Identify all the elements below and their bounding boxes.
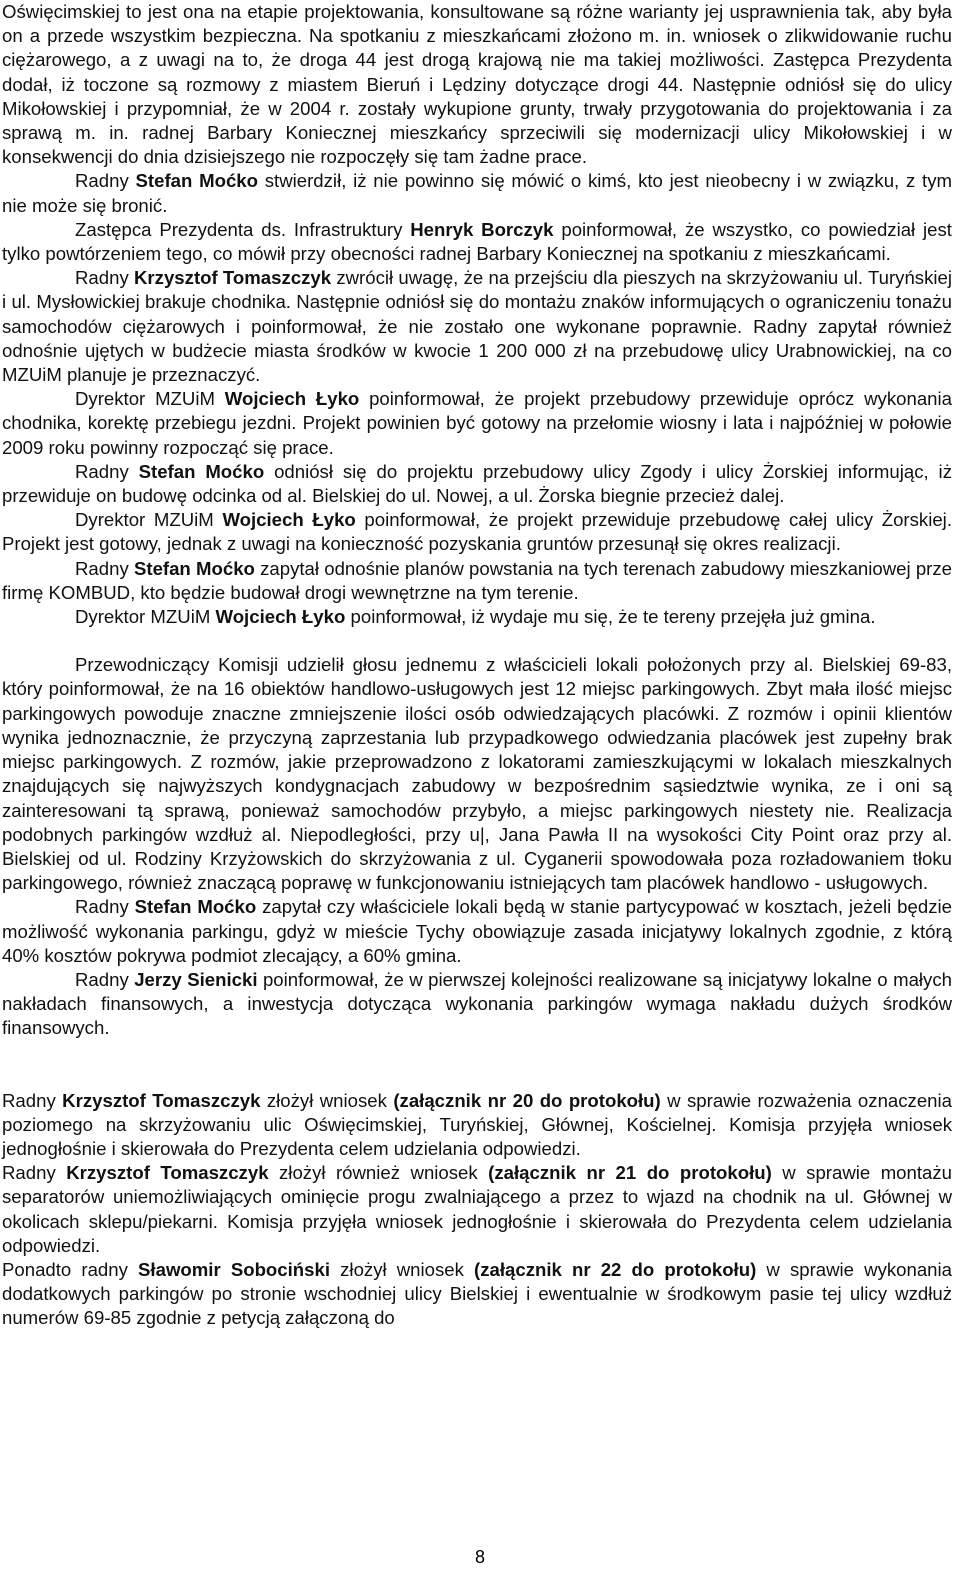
text-run: poinformował, że wszystko, co powiedział jest tylko powtórzeniem tego, co mówił przy obecności radnej Barbary Koniecznej na spotkaniu z mieszkańcami. xyxy=(2,218,952,265)
paragraph xyxy=(2,1161,952,1258)
paragraph xyxy=(2,387,952,460)
bold-text: Jerzy Sienicki xyxy=(134,968,258,990)
bold-text: Stefan Moćko xyxy=(135,170,258,192)
document-body xyxy=(2,0,952,1331)
text-run: poinformował, że projekt przebudowy przewiduje oprócz wykonania chodnika, korektę przebiegu jezdni. Projekt powinien być gotowy na przełomie wiosny i lata i najpóźniej w połowie 2009 roku powinny rozpocząć się prace. xyxy=(2,388,952,458)
text-run: poinformował, że projekt przewiduje przebudowę całej ulicy Żorskiej. Projekt jest gotowy, jednak z uwagi na konieczność pozyskania gruntów przesunął się okres realizacji. xyxy=(2,509,952,555)
paragraph xyxy=(2,266,952,387)
text-run: Radny xyxy=(75,557,134,579)
text-run: zapytał czy właściciele lokali będą w stanie partycypować w kosztach, jeżeli będzie możliwość wykonania parkingu, gdyż w mieście Tychy obowiązuje zasada inicjatywy lokalnych zgodnie, z którą 40% kosztów pokrywa podmiot zlecający, a 60% gmina. xyxy=(2,896,952,966)
text-run: Radny xyxy=(75,170,136,192)
bold-text: Krzysztof Tomaszczyk xyxy=(134,267,332,289)
text-run: Radny xyxy=(75,460,139,482)
bold-text: Wojciech Łyko xyxy=(215,606,346,628)
text-run: Dyrektor MZUiM xyxy=(75,509,223,531)
text-run: Przewodniczący Komisji udzielił głosu jednemu z właścicieli lokali położonych przy al. Bielskiej 69-83, który poinformował, że na 16 obiektów handlowo-usługowych jest 12 miejsc parkingowych. Zbyt mała ilość miejsc parkingowych powoduje znaczne zmniejszenie ilości osób odwiedzających placówki. Z rozmów i opinii klientów wynika jednoznacznie, że przyczyną zaprzestania lub przypadkowego odwiedzania placówek jest zupełny brak miejsc parkingowych. Z rozmów, jakie przeprowadzono z lokatorami zamieszkującymi w lokalach mieszkalnych znajdujących się najwyższych kondygnacjach zabudowy w bezpośrednim sąsiedztwie wynika, ze i oni są zainteresowani tą sprawą, ponieważ samochodów przybyło, a miejsc parkingowych niestety nie. Realizacja podobnych parkingów wzdłuż al. Niepodległości, przy u|, Jana Pawła II na wysokości City Point oraz przy al. Bielskiej od ul. Rodziny Krzyżowskich do skrzyżowania z ul. Cyganerii spowodowała poza rozładowaniem tłoku parkingowego, również znaczącą poprawę w funkcjonowaniu istniejących tam placówek handlowo - usługowych. xyxy=(2,654,952,894)
paragraph xyxy=(2,557,952,605)
text-run: Zastępca Prezydenta ds. Infrastruktury xyxy=(75,218,411,240)
bold-text: Henryk Borczyk xyxy=(410,218,554,240)
paragraph xyxy=(2,653,952,895)
bold-text: Sławomir Sobociński xyxy=(138,1258,331,1280)
text-run: złożył wniosek xyxy=(330,1258,475,1280)
paragraph xyxy=(2,1089,952,1162)
bold-text: Stefan Moćko xyxy=(133,557,255,579)
text-run: stwierdził, iż nie powinno się mówić o kimś, kto jest nieobecny i w związku, z tym nie może się bronić. xyxy=(2,170,952,216)
bold-text: Wojciech Łyko xyxy=(222,509,356,531)
bold-text: Wojciech Łyko xyxy=(224,388,360,410)
text-run: złożył również wniosek xyxy=(268,1162,489,1184)
text-run: Dyrektor MZUiM xyxy=(75,606,216,628)
paragraph xyxy=(2,460,952,508)
text-run: poinformował, iż wydaje mu się, że te tereny przejęła już gmina. xyxy=(345,606,876,628)
text-run: w sprawie wykonania dodatkowych parkingów po stronie wschodniej ulicy Bielskiej i ewentualnie w środkowym pasie tej ulicy wzdłuż numerów 69-85 zgodnie z petycją załączoną do xyxy=(2,1258,952,1329)
bold-text: (załącznik nr 21 do protokołu) xyxy=(488,1162,772,1184)
bold-text: Stefan Moćko xyxy=(138,460,265,482)
bold-text: Krzysztof Tomaszczyk xyxy=(62,1089,261,1111)
bold-text: (załącznik nr 20 do protokołu) xyxy=(393,1089,661,1111)
paragraph xyxy=(2,169,952,217)
text-run: Radny xyxy=(75,968,135,990)
paragraph xyxy=(2,508,952,556)
text-run: zapytał odnośnie planów powstania na tych terenach zabudowy mieszkaniowej prze firmę KOMBUD, kto będzie budował drogi wewnętrzne na tym terenie. xyxy=(2,557,953,603)
page-number: 8 xyxy=(474,1547,485,1567)
text-run: Radny xyxy=(2,1162,67,1184)
text-run: złożył wniosek xyxy=(260,1089,394,1111)
text-run: odniósł się do projektu przebudowy ulicy Zgody i ulicy Żorskiej informując, iż przewiduje on budowę odcinka od al. Bielskiej do ul. Nowej, a ul. Żorska biegnie przecież dalej. xyxy=(2,460,952,507)
paragraph xyxy=(2,895,952,968)
bold-text: Stefan Moćko xyxy=(134,896,257,918)
text-run: Oświęcimskiej to jest ona na etapie projektowania, konsultowane są różne warianty jej usprawnienia tak, aby była on a przede wszystkim bezpieczna. Na spotkaniu z mieszkańcami złożono m. in. wniosek o zlikwidowanie ruchu ciężarowego, a z uwagi na to, że droga 44 jest drogą krajową nie ma takiej możliwości. Zastępca Prezydenta dodał, iż toczone są rozmowy z miastem Bieruń i Lędziny dotyczące drogi 44. Następnie odniósł się do ulicy Mikołowskiej i przypomniał, że w 2004 r. zostały wykupione grunty, trwały przygotowania do projektowania i za sprawą m. in. radnej Barbary Koniecznej mieszkańcy sprzeciwili się modernizacji ulicy Mikołowskiej i w konsekwencji do dnia dzisiejszego nie rozpoczęły się tam żadne prace. xyxy=(2,1,952,168)
text-run: Radny xyxy=(75,896,135,918)
text-run: poinformował, że w pierwszej kolejności realizowane są inicjatywy lokalne o małych nakładach finansowych, a inwestycja dotycząca wykonania parkingów wymaga nakładu dużych środków finansowych. xyxy=(2,968,952,1039)
text-run: zwrócił uwagę, że na przejściu dla pieszych na skrzyżowaniu ul. Turyńskiej i ul. Mysłowickiej brakuje chodnika. Następnie odniósł się do montażu znaków informujących o ograniczeniu tonażu samochodów ciężarowych i poinformował, że nie zostało one wykonane poprawnie. Radny zapytał również odnośnie ujętych w budżecie miasta środków w kwocie 1 200 000 zł na przebudowę ulicy Urabnowickiej, na co MZUiM planuje je przeznaczyć. xyxy=(2,267,952,386)
paragraph xyxy=(2,218,952,266)
paragraph xyxy=(2,0,952,169)
text-run: Ponadto radny xyxy=(2,1258,139,1280)
paragraph xyxy=(2,1258,952,1331)
text-run: Radny xyxy=(2,1089,63,1111)
bold-text: Krzysztof Tomaszczyk xyxy=(66,1162,269,1184)
text-run: w sprawie montażu separatorów uniemożliwiających ominięcie progu zwalniającego a przez to wjazd na chodnik na ul. Głównej w okolicach sklepu/piekarni. Komisja przyjęła wniosek jednogłośnie i skierowała do Prezydenta celem udzielania odpowiedzi. xyxy=(2,1162,953,1256)
paragraph xyxy=(2,968,952,1041)
paragraph xyxy=(2,605,952,629)
bold-text: (załącznik nr 22 do protokołu) xyxy=(474,1258,757,1280)
text-run: Dyrektor MZUiM xyxy=(75,388,225,410)
text-run: Radny xyxy=(75,267,134,289)
text-run: w sprawie rozważenia oznaczenia poziomego na skrzyżowaniu ulic Oświęcimskiej, Turyńskiej, Głównej, Kościelnej. Komisja przyjęła wniosek jednogłośnie i skierowała do Prezydenta celem udzielania odpowiedzi. xyxy=(2,1089,952,1159)
